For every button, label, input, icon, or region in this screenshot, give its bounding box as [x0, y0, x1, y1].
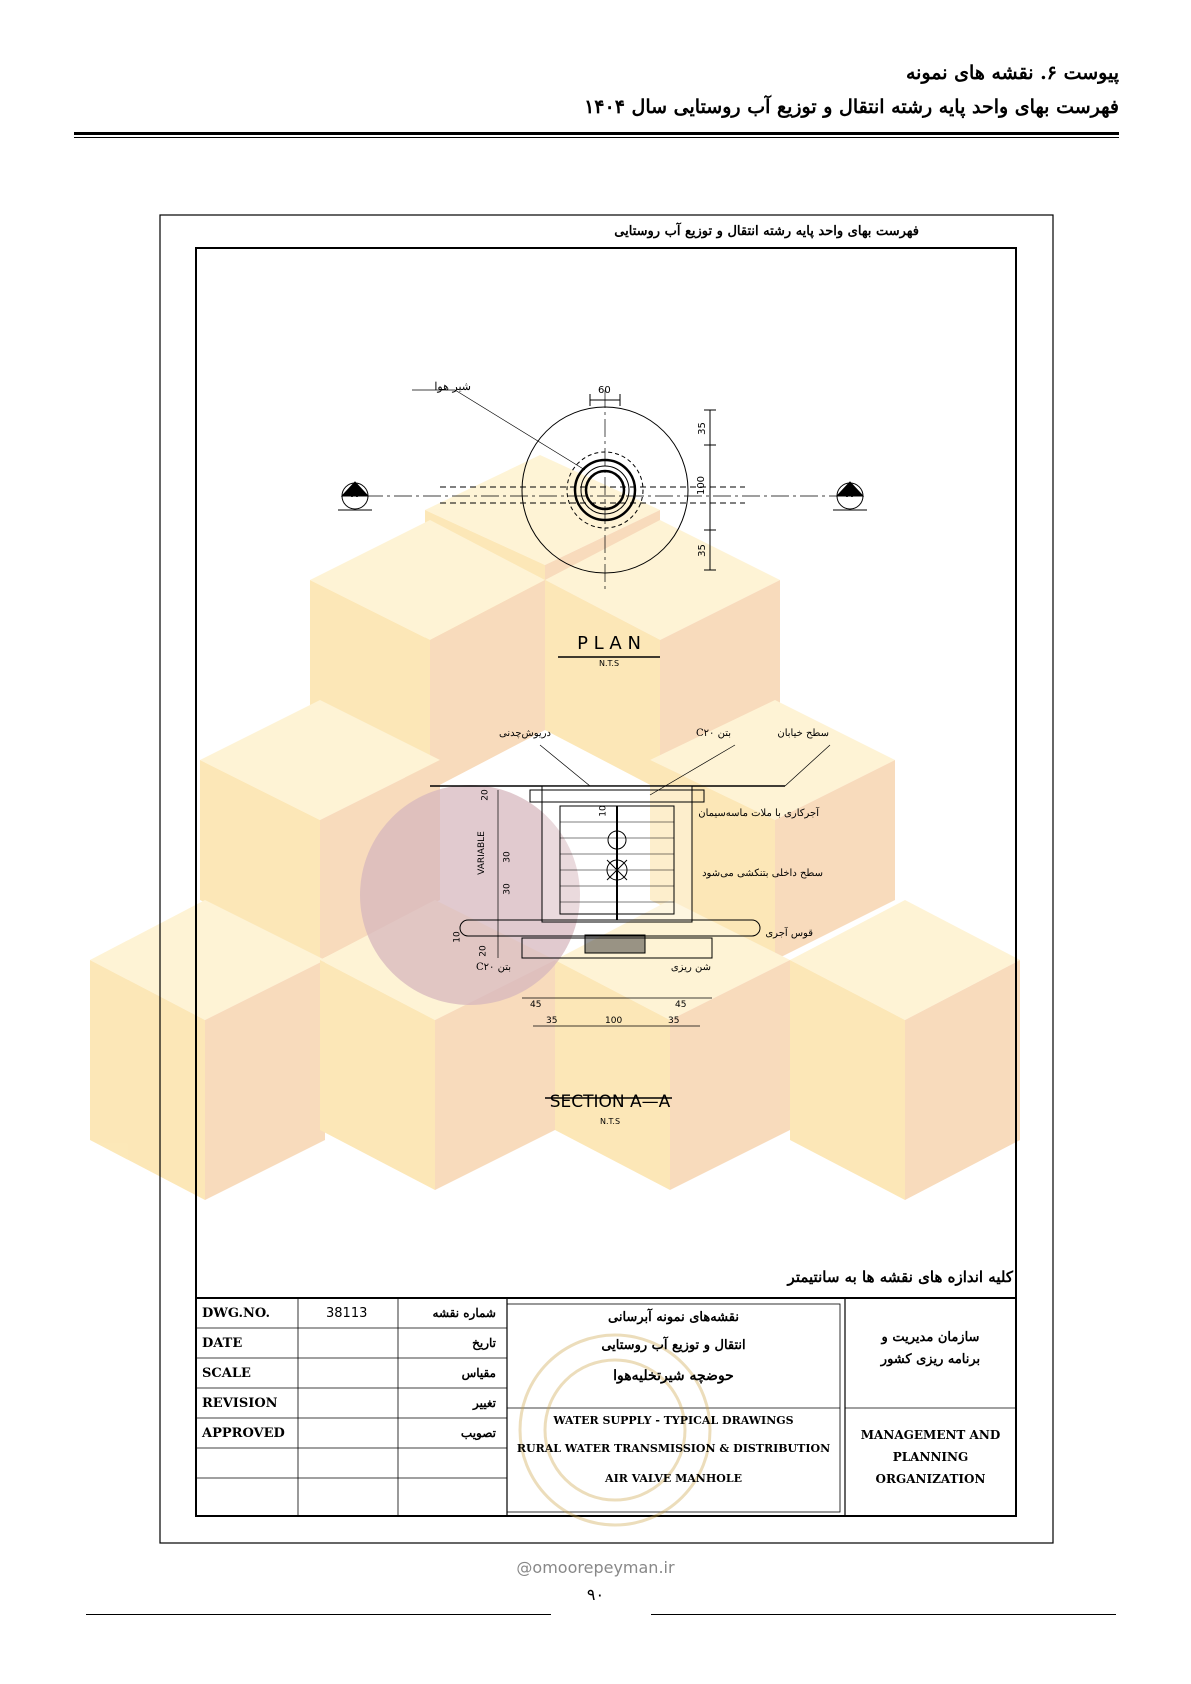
- label-brick-arch: قوس آجری: [765, 928, 813, 939]
- plan-dim-35-bottom: 35: [696, 544, 708, 557]
- tb-fa-revision: تغییر: [473, 1396, 496, 1410]
- label-cast-iron-cover: دریوش‌چدنی: [499, 728, 551, 739]
- tb-center-fa-3: حوضچه شیرتخلیه‌هوا: [613, 1368, 734, 1384]
- appendix-title: پیوست ۶. نقشه های نمونه: [906, 62, 1119, 84]
- section-dim-45-right: 45: [675, 1000, 687, 1010]
- section-dim-30-b: 30: [502, 883, 513, 895]
- label-variable: VARIABLE: [476, 831, 487, 875]
- units-note: کلیه اندازه های نقشه ها به سانتیمتر: [787, 1268, 1013, 1286]
- watermark-site-text: @omoorepeyman.ir: [516, 1558, 675, 1577]
- section-dim-45-left: 45: [530, 1000, 542, 1010]
- title-block-emblem-watermark: [520, 1335, 710, 1525]
- gravel-sump: [585, 935, 645, 953]
- cube-bottom-left: [90, 900, 325, 1200]
- page-number: ۹۰: [586, 1585, 605, 1604]
- plan-title: P L A N: [577, 633, 641, 654]
- section-title: SECTION A—A: [549, 1092, 671, 1112]
- tb-center-en-3: AIR VALVE MANHOLE: [605, 1472, 742, 1485]
- label-gravel: شن ریزی: [670, 962, 711, 973]
- footer-rule-left: [86, 1614, 551, 1615]
- section-dim-20-top: 20: [480, 789, 491, 801]
- sheet-title: فهرست بهای واحد پایه رشته انتقال و توزیع آب روستایی: [614, 224, 919, 239]
- section-dim-20-bottom: 20: [478, 945, 489, 957]
- plan-scale: N.T.S: [598, 659, 620, 668]
- tb-en-scale: SCALE: [202, 1366, 251, 1381]
- plan-dim-35-top: 35: [696, 422, 708, 435]
- tb-center-en-2: RURAL WATER TRANSMISSION & DISTRIBUTION: [516, 1442, 831, 1455]
- label-street-level: سطح خیابان: [777, 728, 829, 739]
- label-brickwork: آجرکاری با ملات ماسه‌سیمان: [698, 808, 819, 819]
- label-concrete-top: بتن C۲۰: [696, 728, 731, 739]
- tb-value-dwgno: 38113: [326, 1306, 368, 1321]
- plan-dim-100: 100: [696, 475, 708, 496]
- tb-en-dwgno: DWG.NO.: [202, 1306, 271, 1321]
- tb-en-revision: REVISION: [202, 1396, 278, 1411]
- tb-org-fa-1: سازمان مدیریت و: [881, 1330, 980, 1345]
- section-mark-right: A: [846, 490, 853, 500]
- section-dim-10-inner: 10: [598, 805, 609, 817]
- document-title: فهرست بهای واحد پایه رشته انتقال و توزیع آب روستایی سال ۱۴۰۴: [584, 96, 1119, 118]
- section-mark-left: A: [351, 490, 358, 500]
- section-dim-10: 10: [452, 931, 463, 943]
- tb-center-fa-2: انتقال و توزیع آب روستایی: [601, 1338, 746, 1353]
- tb-org-en-2: PLANNING: [892, 1450, 969, 1464]
- section-dim-35-right: 35: [668, 1016, 680, 1026]
- tb-fa-dwgno: شماره نقشه: [432, 1306, 496, 1320]
- label-inner-plaster: سطح داخلی بتنکشی می‌شود: [702, 868, 823, 879]
- cube-bottom-right: [790, 900, 1020, 1200]
- section-dim-30-a: 30: [502, 851, 513, 863]
- tb-center-en-1: WATER SUPPLY - TYPICAL DRAWINGS: [553, 1414, 794, 1427]
- plan-dim-60: 60: [598, 385, 611, 396]
- tb-fa-approved: تصویب: [460, 1426, 496, 1440]
- tb-en-date: DATE: [202, 1336, 243, 1351]
- tb-org-en-3: ORGANIZATION: [875, 1472, 986, 1486]
- tb-fa-date: تاریخ: [472, 1336, 496, 1350]
- tb-fa-scale: مقیاس: [461, 1366, 496, 1380]
- label-concrete-base: بتن C۲۰: [476, 962, 511, 973]
- section-scale: N.T.S: [599, 1117, 621, 1126]
- section-dim-35-left: 35: [546, 1016, 558, 1026]
- footer-rule-right: [651, 1614, 1116, 1615]
- tb-en-approved: APPROVED: [202, 1426, 285, 1441]
- tb-org-en-1: MANAGEMENT AND: [860, 1428, 1001, 1442]
- tb-org-fa-2: برنامه ریزی کشور: [880, 1352, 981, 1367]
- tb-center-fa-1: نقشه‌های نمونه آبرسانی: [608, 1310, 739, 1325]
- section-dim-100: 100: [605, 1016, 623, 1026]
- air-valve-label: شیر هوا: [434, 380, 471, 393]
